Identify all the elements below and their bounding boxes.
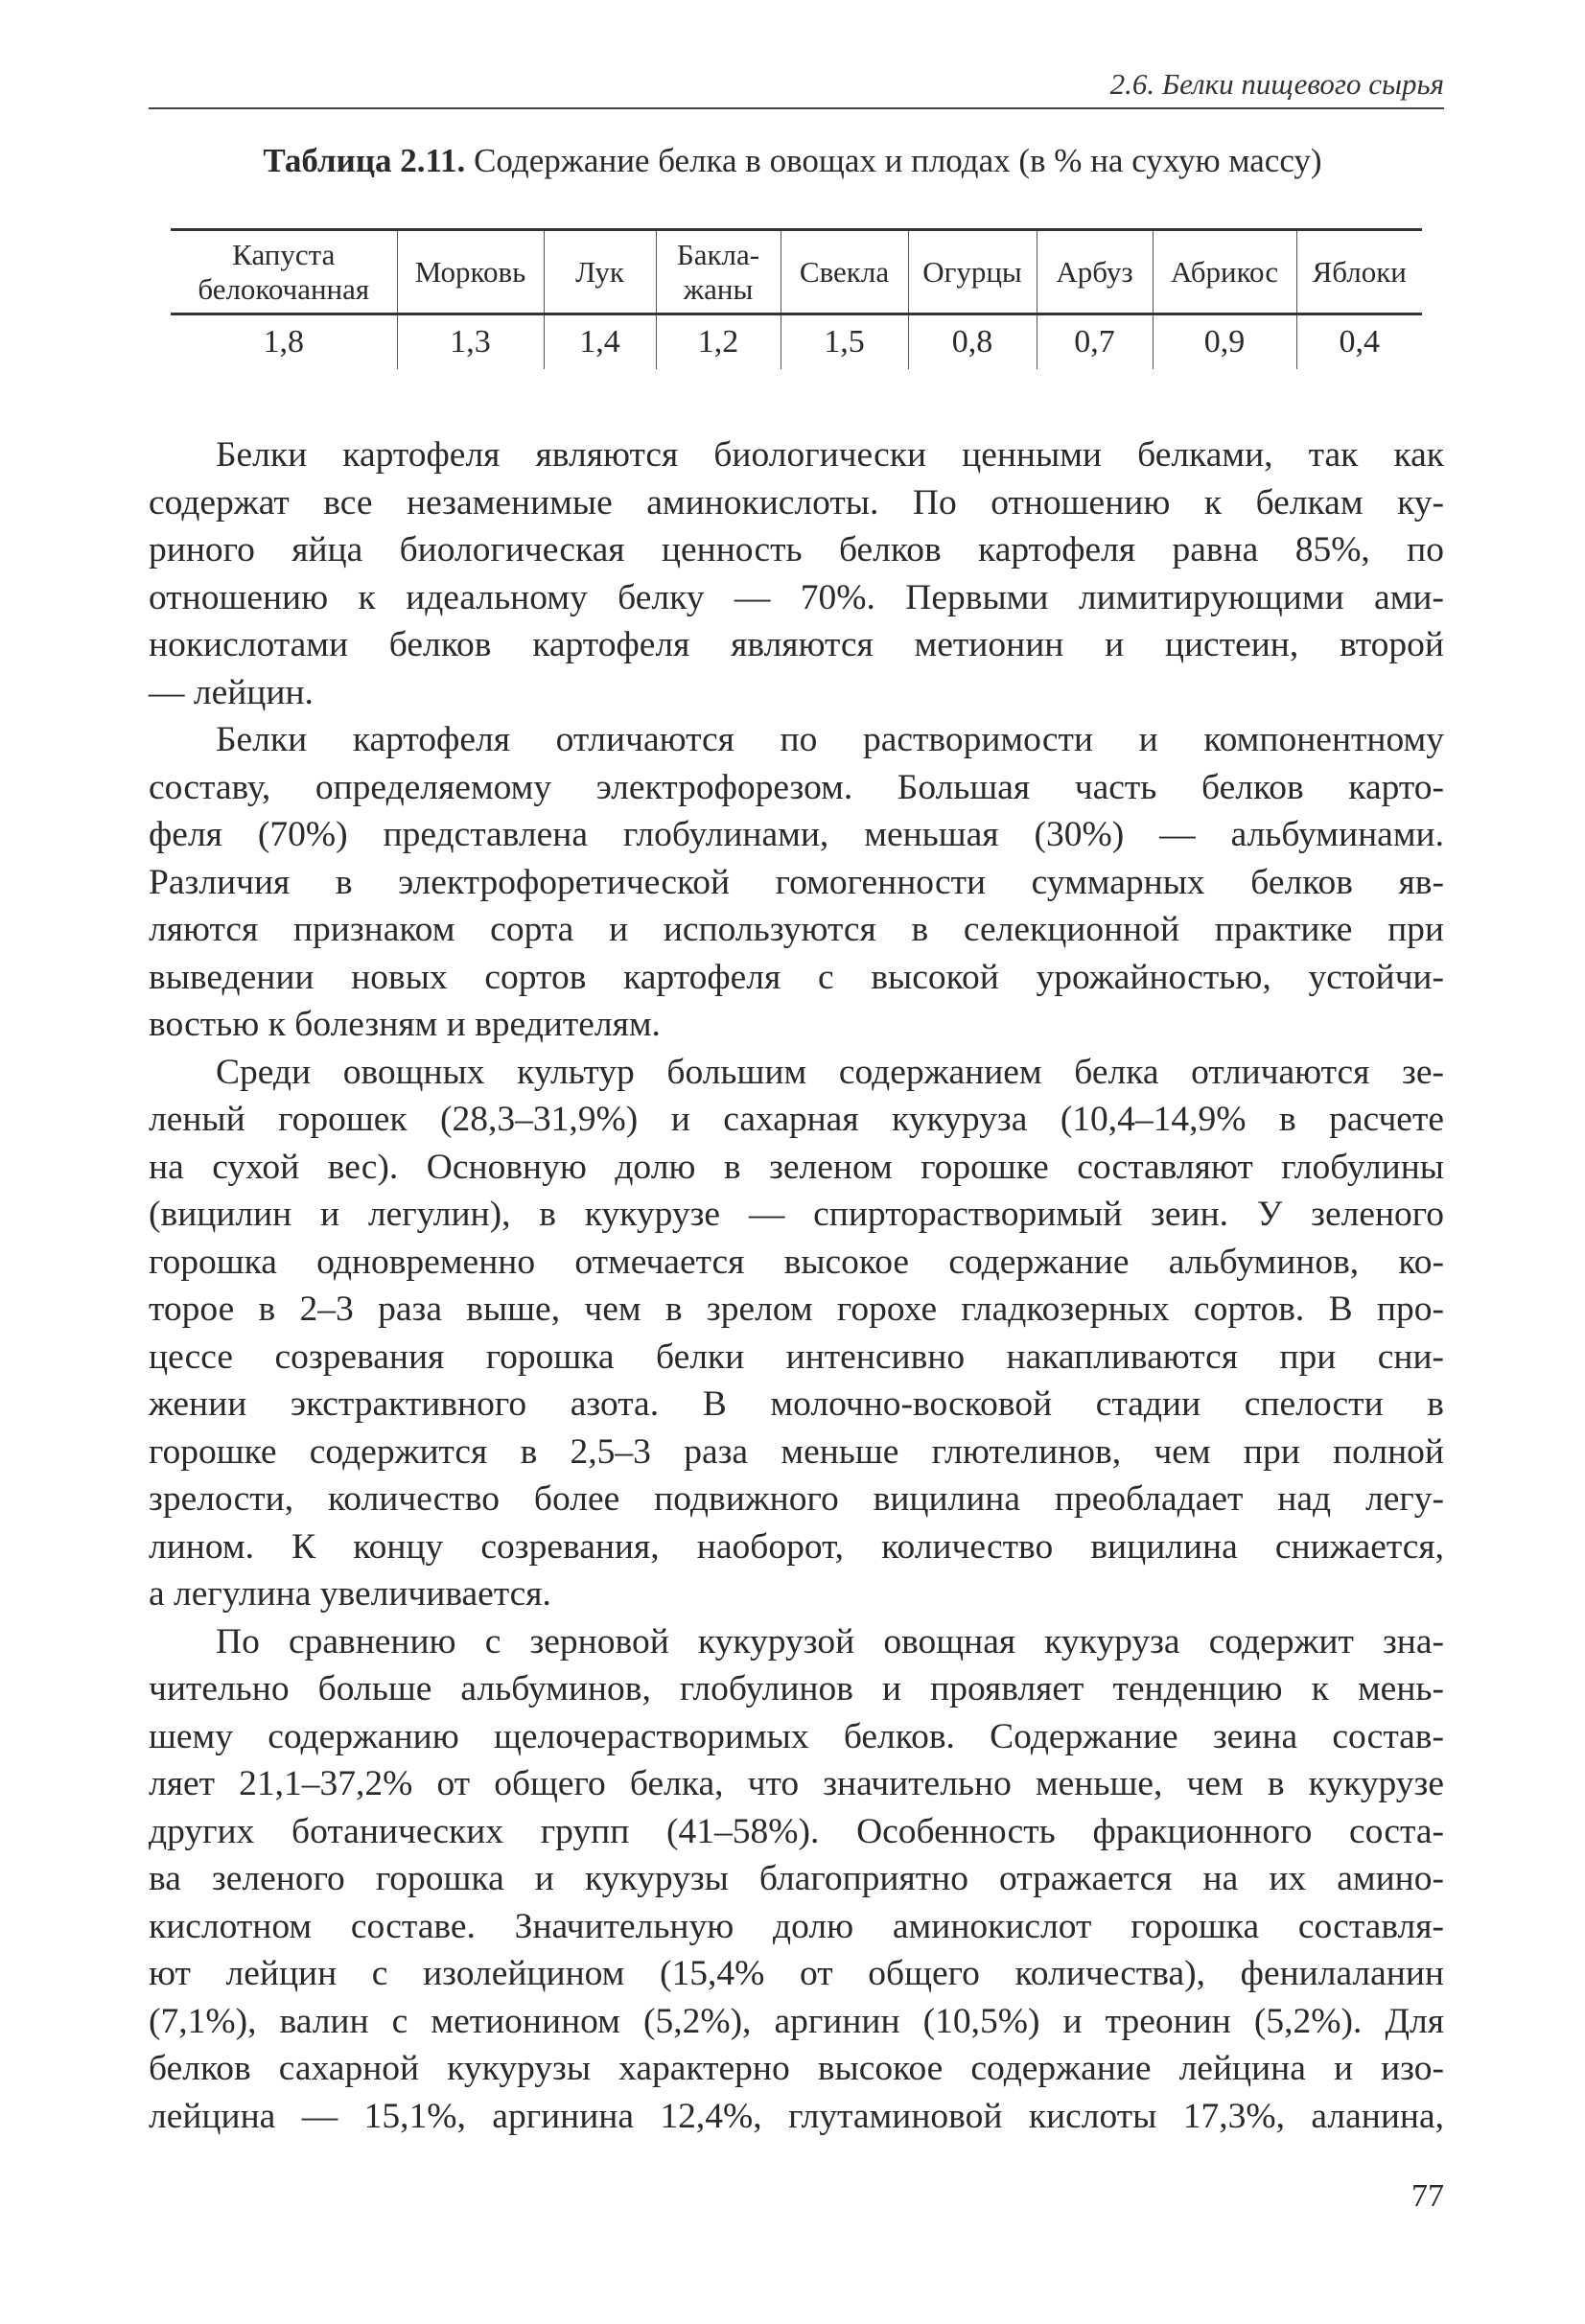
column-header [544,230,656,314]
text-line: Белки картофеля являются биологически ценными белками, так как [216,435,1444,475]
column-header-line: Свекла [799,254,890,289]
text-line: на сухой вес). Основную долю в зеленом горошке составляют глобулины [149,1147,1444,1187]
paragraph [149,1618,1444,2141]
text-line: ляются признаком сорта и используются в селекционной практике при [149,910,1444,949]
column-header-line: белокочанная [198,271,370,306]
column-header-line: жаны [683,271,754,306]
paragraph [149,1049,1444,1618]
table-cell: 0,9 [1153,314,1296,370]
table-cell: 1,2 [656,314,781,370]
table-caption-label: Таблица 2.11. [263,142,466,179]
running-head: 2.6. Белки пищевого сырья [1109,67,1444,101]
text-line: чительно больше альбуминов, глобулинов и проявляет тенденцию к мень- [149,1669,1444,1708]
text-line: выведении новых сортов картофеля с высокой урожайностью, устойчи- [149,957,1444,997]
paragraph [149,716,1444,1049]
column-header [1296,230,1422,314]
text-line: шему содержанию щелочерастворимых белков. Содержание зеина состав- [149,1716,1444,1756]
text-line: риного яйца биологическая ценность белков картофеля равна 85%, по [149,530,1444,569]
page-number: 77 [1411,2178,1444,2214]
table-cell: 0,4 [1296,314,1422,370]
text-line: отношению к идеальному белку — 70%. Первыми лимитирующими ами- [149,577,1444,617]
column-header-line: Абрикос [1170,254,1279,289]
text-line: торое в 2–3 раза выше, чем в зрелом горохе гладкозерных сортов. В про- [149,1290,1444,1329]
column-header-line: Лук [575,254,624,289]
text-line: зрелости, количество более подвижного вицилина преобладает над легу- [149,1479,1444,1519]
text-line: феля (70%) представлена глобулинами, меньшая (30%) — альбуминами. [149,815,1444,854]
text-line: горошке содержится в 2,5–3 раза меньше глютелинов, чем при полной [149,1431,1444,1472]
column-header [781,230,908,314]
table-caption-text: Содержание белка в овощах и плодах (в % на сухую массу) [465,142,1322,179]
column-header-line: Огурцы [922,254,1022,289]
text-line: а легулина увеличивается. [149,1574,551,1614]
table-row [171,314,1422,370]
table-cell: 1,4 [544,314,656,370]
table-cell: 1,5 [781,314,908,370]
column-header [397,230,544,314]
table-cell: 1,3 [397,314,544,370]
text-line: цессе созревания горошка белки интенсивно накапливаются при сни- [149,1336,1444,1377]
text-line: (7,1%), валин с метионином (5,2%), аргинин (10,5%) и треонин (5,2%). Для [149,2001,1444,2041]
column-header [1153,230,1296,314]
text-line: (вицилин и легулин), в кукурузе — спирторастворимый зеин. У зеленого [149,1195,1444,1234]
text-line: других ботанических групп (41–58%). Особенность фракционного соста- [149,1811,1444,1851]
text-line: горошка одновременно отмечается высокое содержание альбуминов, ко- [149,1242,1444,1282]
column-header-line: Морковь [414,254,526,289]
text-line: Различия в электрофоретической гомогенности суммарных белков яв- [149,862,1444,902]
text-line: лейцина — 15,1%, аргинина 12,4%, глутаминовой кислоты 17,3%, аланина, [149,2096,1444,2136]
text-line: — лейцин. [149,672,314,712]
text-line: востью к болезням и вредителям. [149,1005,661,1044]
text-line: ляет 21,1–37,2% от общего белка, что значительно меньше, чем в кукурузе [149,1764,1444,1803]
column-header [171,230,397,314]
text-line: леный горошек (28,3–31,9%) и сахарная кукуруза (10,4–14,9% в расчете [149,1100,1444,1139]
table-header-row [171,230,1422,314]
column-header-line: Бакла- [676,237,760,271]
text-line: белков сахарной кукурузы характерно высокое содержание лейцина и изо- [149,2049,1444,2088]
text-line: ва зеленого горошка и кукурузы благоприятно отражается на их амино- [149,1859,1444,1898]
column-header-line: Капуста [232,237,336,271]
protein-content-table [171,228,1422,369]
text-line: содержат все незаменимые аминокислоты. По отношению к белкам ку- [149,482,1444,523]
text-line: ют лейцин с изолейцином (15,4% от общего количества), фенилаланин [149,1954,1444,1993]
column-header [908,230,1037,314]
header-rule [149,107,1444,109]
table-cell: 0,7 [1037,314,1153,370]
column-header [1037,230,1153,314]
text-line: кислотном составе. Значительную долю аминокислот горошка составля- [149,1906,1444,1946]
text-line: Белки картофеля отличаются по растворимости и компонентному [216,720,1444,759]
body-text [149,431,1444,2140]
table-cell: 0,8 [908,314,1037,370]
text-line: лином. К концу созревания, наоборот, количество вицилина снижается, [149,1526,1444,1567]
table-cell: 1,8 [263,324,304,360]
table-caption [0,142,1585,180]
text-line: Среди овощных культур большим содержанием белка отличаются зе- [216,1052,1444,1092]
column-header [656,230,781,314]
text-line: нокислотами белков картофеля являются метионин и цистеин, второй [149,625,1444,664]
text-line: составу, определяемому электрофорезом. Большая часть белков карто- [149,767,1444,807]
text-line: По сравнению с зерновой кукурузой овощная кукуруза содержит зна- [216,1621,1444,1662]
text-line: жении экстрактивного азота. В молочно-восковой стадии спелости в [149,1384,1444,1424]
paragraph [149,431,1444,716]
column-header-line: Яблоки [1312,254,1407,289]
column-header-line: Арбуз [1056,254,1133,289]
